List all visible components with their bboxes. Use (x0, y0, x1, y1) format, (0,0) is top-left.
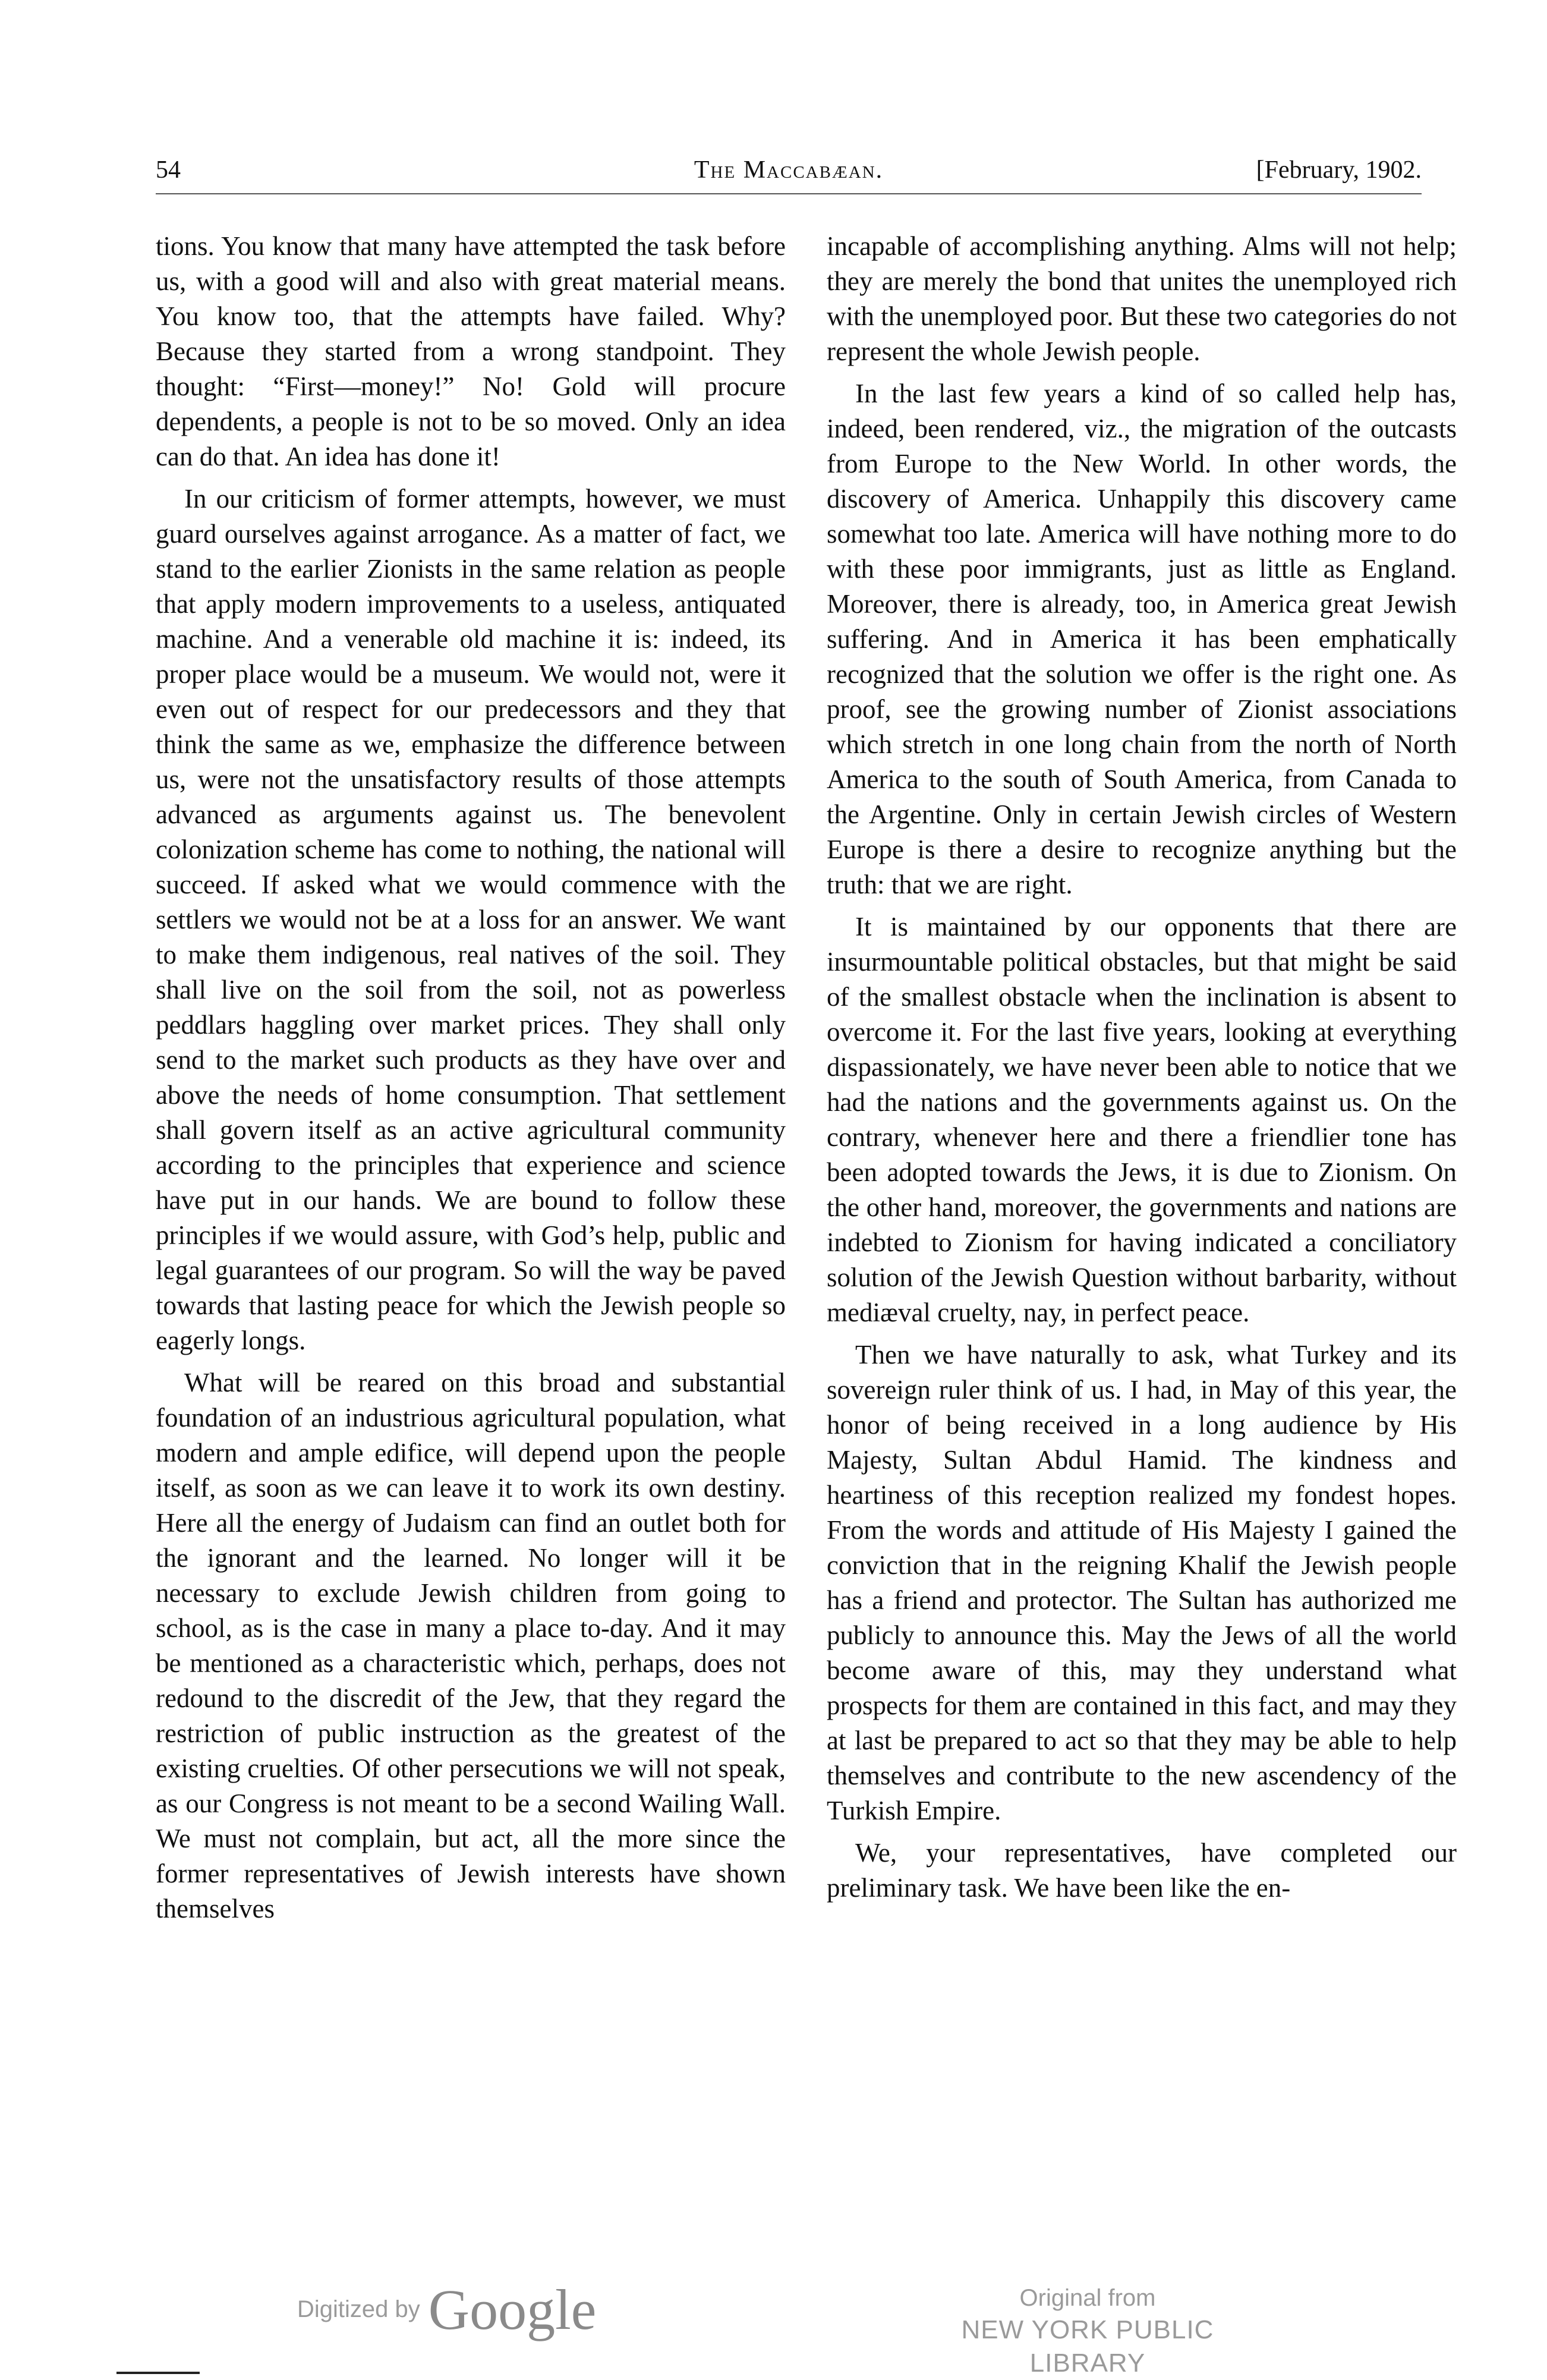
journal-title (156, 156, 1422, 184)
scan-edge-mark (116, 2372, 200, 2374)
paragraph: It is maintained by our opponents that there are insurmountable political obstacles, but that might be said of the smallest obstacle when the inclination is absent to overcome it. For the last five years, looking at everything dispassionately, we have never been able to notice that we had the nations and the governments against us. On the contrary, whenever here and there a friendlier tone has been adopted towards the Jews, it is due to Zionism. On the other hand, moreover, the governments and nations are indebted to Zionism for having indicated a conciliatory solution of the Jewish Question without barbarity, without mediæval cruelty, nay, in perfect peace. (827, 912, 1457, 1327)
paragraph: In the last few years a kind of so called help has, indeed, been rendered, viz., the migration of the outcasts from Europe to the New World. In other words, the discovery of America. Unhappily this discovery came somewhat too late. America will have nothing more to do with these poor immigrants, just as little as England. Moreover, there is already, too, in America great Jewish suffering. And in America it has been emphatically recognized that the solution we offer is the right one. As proof, see the growing number of Zionist associations which stretch in one long chain from the north of North America to the south of South America, from Canada to the Argentine. Only in certain Jewish circles of Western Europe is there a desire to recognize anything but the truth: that we are right. (827, 379, 1457, 899)
header-rule (156, 193, 1422, 194)
library-watermark (903, 2283, 1272, 2380)
journal-title-text: The Maccabæan. (694, 156, 884, 184)
running-header (156, 156, 1422, 191)
paragraph: What will be reared on this broad and substantial foundation of an industrious agricultural population, what modern and ample edifice, will depend upon the people itself, as soon as we can leave it to work its own destiny. Here all the energy of Judaism can find an outlet both for the ignorant and the learned. No longer will it be necessary to exclude Jewish children from going to school, as is the case in many a place to-day. And it may be mentioned as a characteristic which, perhaps, does not redound to the discredit of the Jew, that they regard the restriction of public instruction as the greatest of the existing cruelties. Of other persecutions we will not speak, as our Congress is not meant to be a second Wailing Wall. We must not complain, but act, all the more since the former representatives of Jewish interests have shown themselves (156, 1368, 786, 1923)
paragraph: tions. You know that many have attempted the task before us, with a good will and also with great material means. You know too, that the attempts have failed. Why? Because they started from a wrong standpoint. They thought: “First—money!” No! Gold will procure dependents, a people is not to be so moved. Only an idea can do that. An idea has done it! (156, 231, 786, 471)
page-number: 54 (156, 156, 181, 184)
google-logo: Google (428, 2278, 597, 2341)
issue-date: [February, 1902. (1256, 156, 1422, 184)
paragraph: We, your representatives, have completed our preliminary task. We have been like the en- (827, 1838, 1457, 1903)
right-column (827, 229, 1457, 1913)
paragraph: In our criticism of former attempts, however, we must guard ourselves against arrogance. As a matter of fact, we stand to the earlier Zionists in the same relation as people that apply modern improvements to a useless, antiquated machine. And a venerable old machine it is: indeed, its proper place would be a museum. We would not, were it even out of respect for our predecessors and they that think the same as we, emphasize the difference between us, were not the unsatisfactory results of those attempts advanced as arguments against us. The benevolent colonization scheme has come to nothing, the national will succeed. If asked what we would commence with the settlers we would not be at a loss for an answer. We want to make them indigenous, real natives of the soil. They shall live on the soil from the soil, not as powerless peddlars haggling over market prices. They shall only send to the market such products as they have over and above the needs of home consumption. That settlement shall govern itself as an active agricultural community according to the principles that experience and science have put in our hands. We are bound to follow these principles if we would assure, with God’s help, public and legal guarantees of our program. So will the way be paved towards that lasting peace for which the Jewish people so eagerly longs. (156, 484, 786, 1355)
original-from-text: Original from (1019, 2285, 1156, 2311)
left-column (156, 229, 786, 1934)
digitized-by-text: Digitized by (297, 2296, 420, 2322)
digitized-watermark (297, 2277, 596, 2343)
paragraph: incapable of accomplishing anything. Alms will not help; they are merely the bond that unites the unemployed rich with the unemployed poor. But these two categories do not represent the whole Jewish people. (827, 231, 1457, 366)
library-name: NEW YORK PUBLIC LIBRARY (961, 2315, 1214, 2378)
paragraph: Then we have naturally to ask, what Turkey and its sovereign ruler think of us. I had, in May of this year, the honor of being received in a long audience by His Majesty, Sultan Abdul Hamid. The kindness and heartiness of this reception realized my fondest hopes. From the words and attitude of His Majesty I gained the conviction that in the reigning Khalif the Jewish people has a friend and protector. The Sultan has authorized me publicly to announce this. May the Jews of all the world become aware of this, may they understand what prospects for them are contained in this fact, and may they at last be prepared to act so that they may be able to help themselves and contribute to the new ascendency of the Turkish Empire. (827, 1340, 1457, 1825)
